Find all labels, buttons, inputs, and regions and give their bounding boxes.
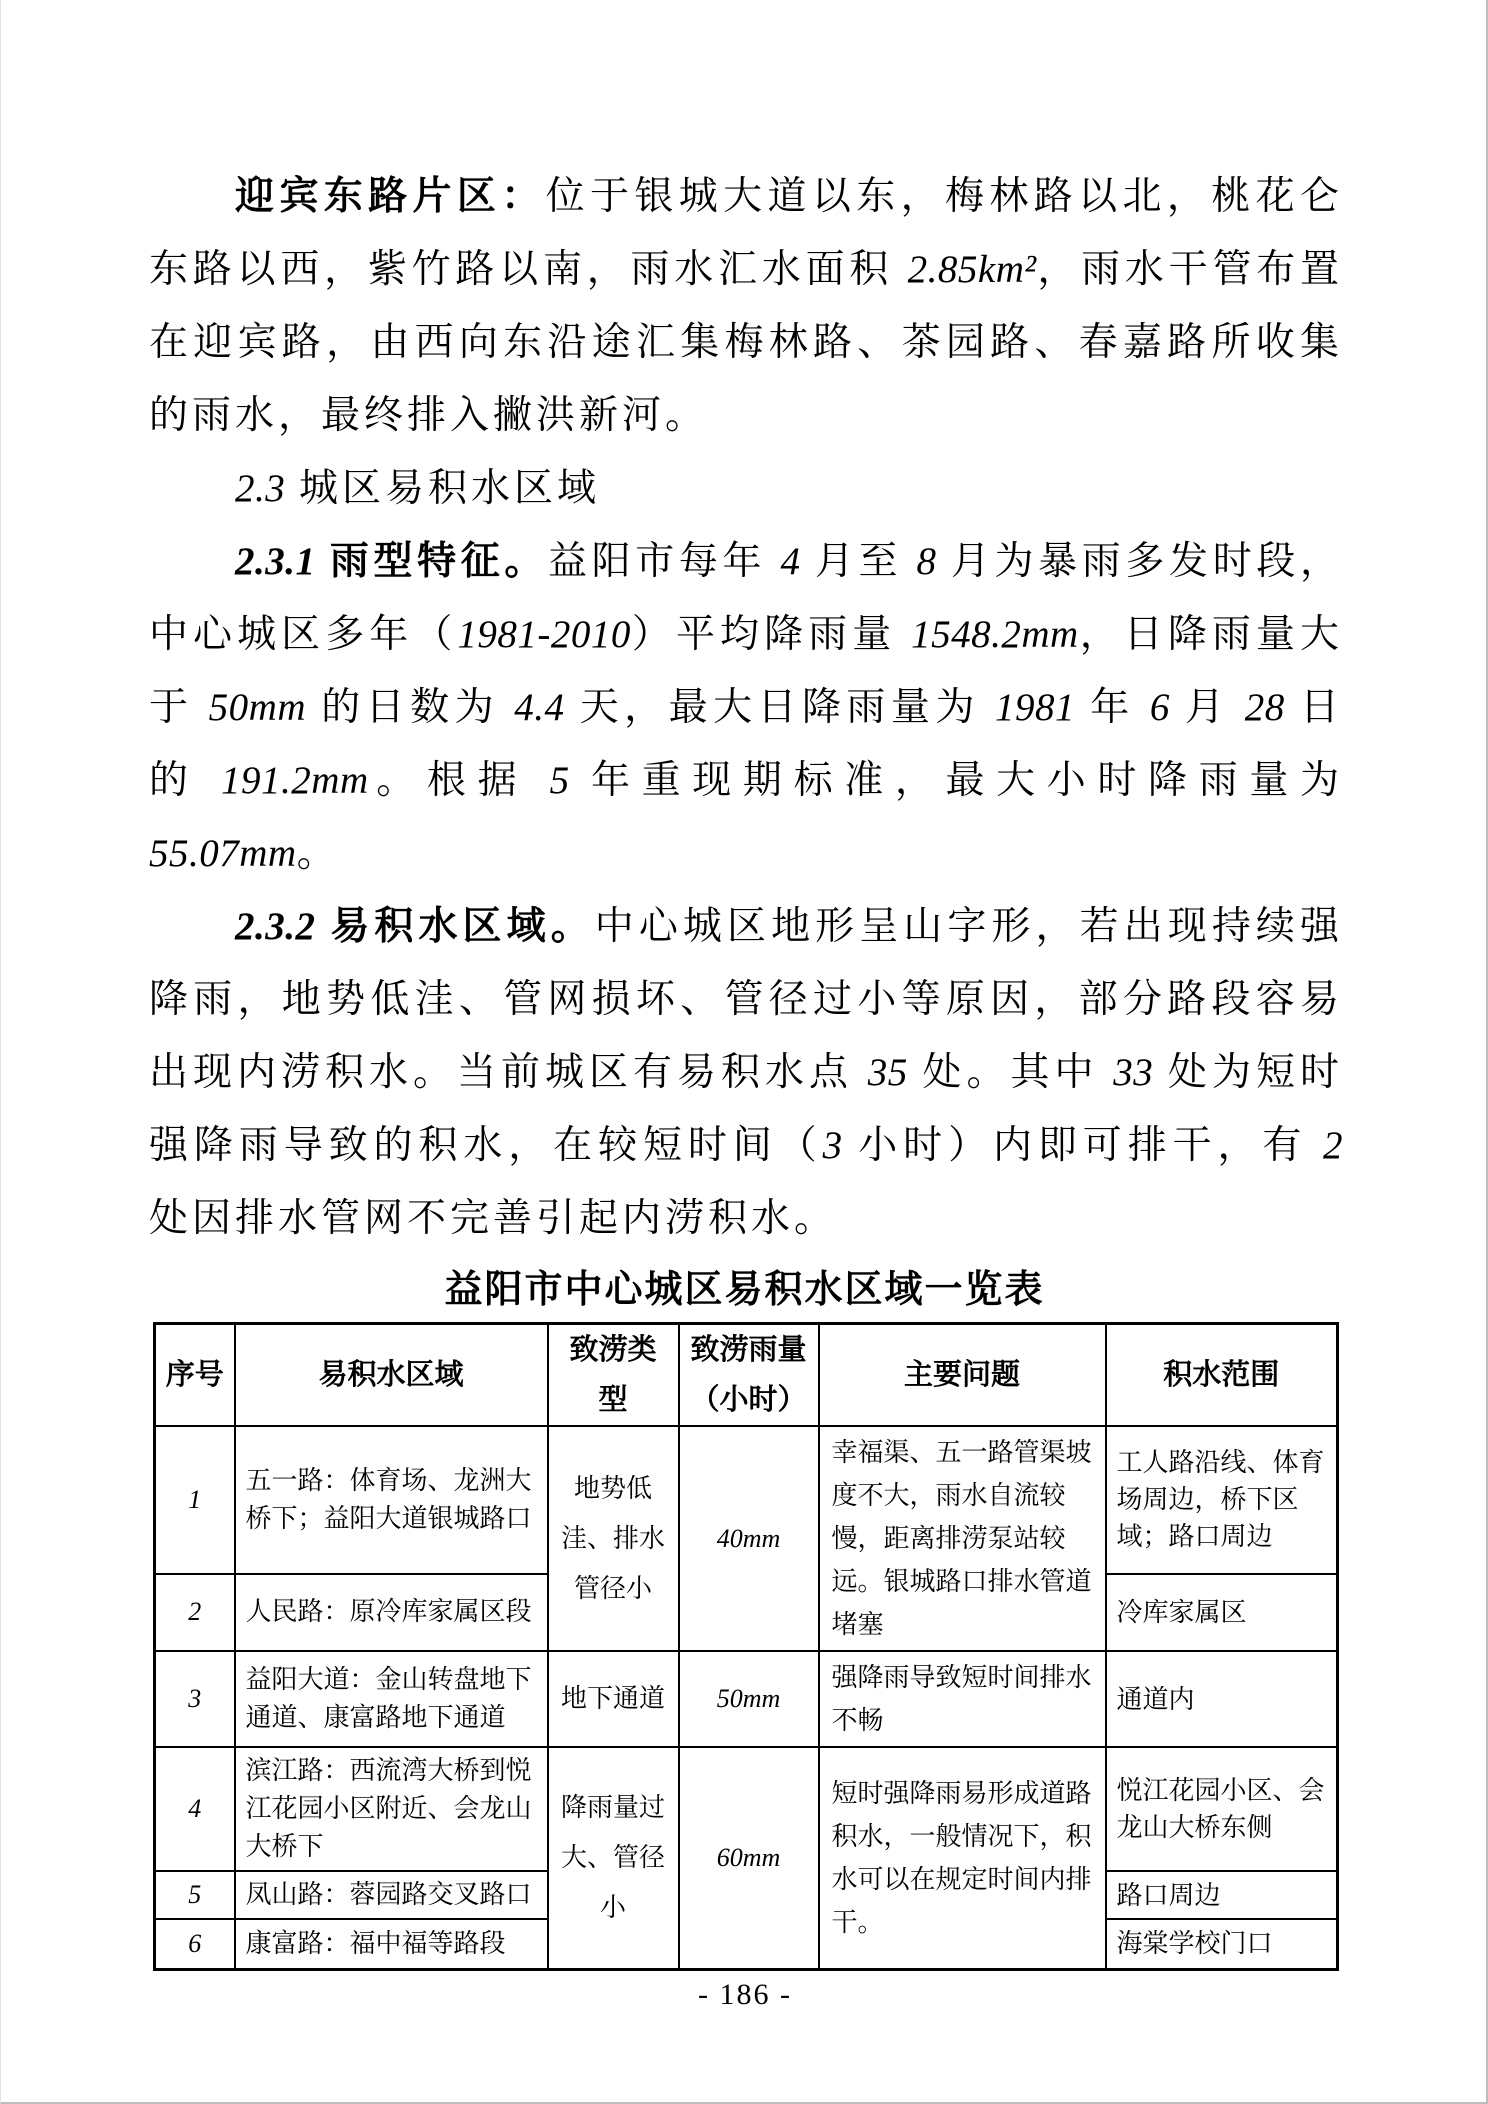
paragraph-yingbin-east	[149, 160, 1343, 452]
table-row	[155, 1651, 1338, 1747]
paragraph-lead: 2.3.1 雨型特征。	[235, 540, 549, 583]
cell-area: 康富路：福中福等路段	[235, 1919, 548, 1969]
cell-type-merged-4-6: 降雨量过大、管径小	[548, 1747, 679, 1969]
cell-range: 冷库家属区	[1106, 1574, 1338, 1651]
table-row	[155, 1426, 1338, 1574]
cell-type: 地下通道	[548, 1651, 679, 1747]
paragraph-2-3-2-flood-areas	[149, 890, 1343, 1255]
cell-area: 凤山路：蓉园路交叉路口	[235, 1871, 548, 1919]
column-header-range: 积水范围	[1106, 1324, 1338, 1427]
cell-no: 4	[155, 1747, 235, 1871]
page-number: - 186 -	[698, 1978, 792, 2011]
column-header-no: 序号	[155, 1324, 235, 1427]
column-header-rain: 致涝雨量（小时）	[679, 1324, 819, 1427]
cell-rain: 50mm	[679, 1651, 819, 1747]
cell-no: 1	[155, 1426, 235, 1574]
cell-rain-merged-4-6: 60mm	[679, 1747, 819, 1969]
paragraph-lead: 迎宾东路片区：	[235, 175, 546, 218]
cell-problem-merged-4-6: 短时强降雨易形成道路积水，一般情况下，积水可以在规定时间内排干。	[819, 1747, 1106, 1969]
cell-area: 滨江路：西流湾大桥到悦江花园小区附近、会龙山大桥下	[235, 1747, 548, 1871]
paragraph-text: 中心城区地形呈山字形，若出现持续强降雨，地势低洼、管网损坏、管径过小等原因，部分路段容易出现内涝积水。当前城区有易积水点 35 处。其中 33 处为短时强降雨导致的积水，在较短时间（3 小时）内即可排干，有 2 处因排水管网不完善引起内涝积水。	[149, 905, 1343, 1240]
column-header-area: 易积水区域	[235, 1324, 548, 1427]
paragraph-2-3-1-rain-pattern	[149, 525, 1343, 890]
cell-rain-merged-1-2: 40mm	[679, 1426, 819, 1651]
paragraph-text: 2.3 城区易积水区域	[235, 467, 601, 510]
paragraph-text: 位于银城大道以东，梅林路以北，桃花仑东路以西，紫竹路以南，雨水汇水面积 2.85km²，雨水干管布置在迎宾路，由西向东沿途汇集梅林路、茶园路、春嘉路所收集的雨水，最终排入撇洪新河。	[149, 175, 1343, 437]
cell-range: 工人路沿线、体育场周边，桥下区域；路口周边	[1106, 1426, 1338, 1574]
table-row	[155, 1747, 1338, 1871]
paragraph-text: 益阳市每年 4 月至 8 月为暴雨多发时段，中心城区多年（1981-2010）平均降雨量 1548.2mm，日降雨量大于 50mm 的日数为 4.4 天，最大日降雨量为 1981 年 6 月 28 日的 191.2mm。根据 5 年重现期标准，最大小时降雨量为 55.07mm。	[149, 540, 1343, 875]
column-header-problem: 主要问题	[819, 1324, 1106, 1427]
cell-no: 3	[155, 1651, 235, 1747]
column-header-type: 致涝类型	[548, 1324, 679, 1427]
table-title: 益阳市中心城区易积水区域一览表	[444, 1269, 1045, 1311]
cell-no: 6	[155, 1919, 235, 1969]
cell-problem-merged-1-2: 幸福渠、五一路管渠坡度不大，雨水自流较慢，距离排涝泵站较远。银城路口排水管道堵塞	[819, 1426, 1106, 1651]
paragraph-lead: 2.3.2 易积水区域。	[235, 905, 595, 948]
header-row	[155, 1324, 1338, 1427]
cell-area: 益阳大道：金山转盘地下通道、康富路地下通道	[235, 1651, 548, 1747]
cell-no: 5	[155, 1871, 235, 1919]
cell-range: 海棠学校门口	[1106, 1919, 1338, 1969]
cell-area: 五一路：体育场、龙洲大桥下；益阳大道银城路口	[235, 1426, 548, 1574]
cell-type-merged-1-2: 地势低洼、排水管径小	[548, 1426, 679, 1651]
document-body	[149, 160, 1343, 1255]
cell-range: 通道内	[1106, 1651, 1338, 1747]
cell-problem: 强降雨导致短时间排水不畅	[819, 1651, 1106, 1747]
cell-range: 悦江花园小区、会龙山大桥东侧	[1106, 1747, 1338, 1871]
cell-range: 路口周边	[1106, 1871, 1338, 1919]
flood-prone-areas-table	[153, 1322, 1339, 1971]
heading-2-3	[149, 452, 1343, 525]
cell-no: 2	[155, 1574, 235, 1651]
cell-area: 人民路：原冷库家属区段	[235, 1574, 548, 1651]
